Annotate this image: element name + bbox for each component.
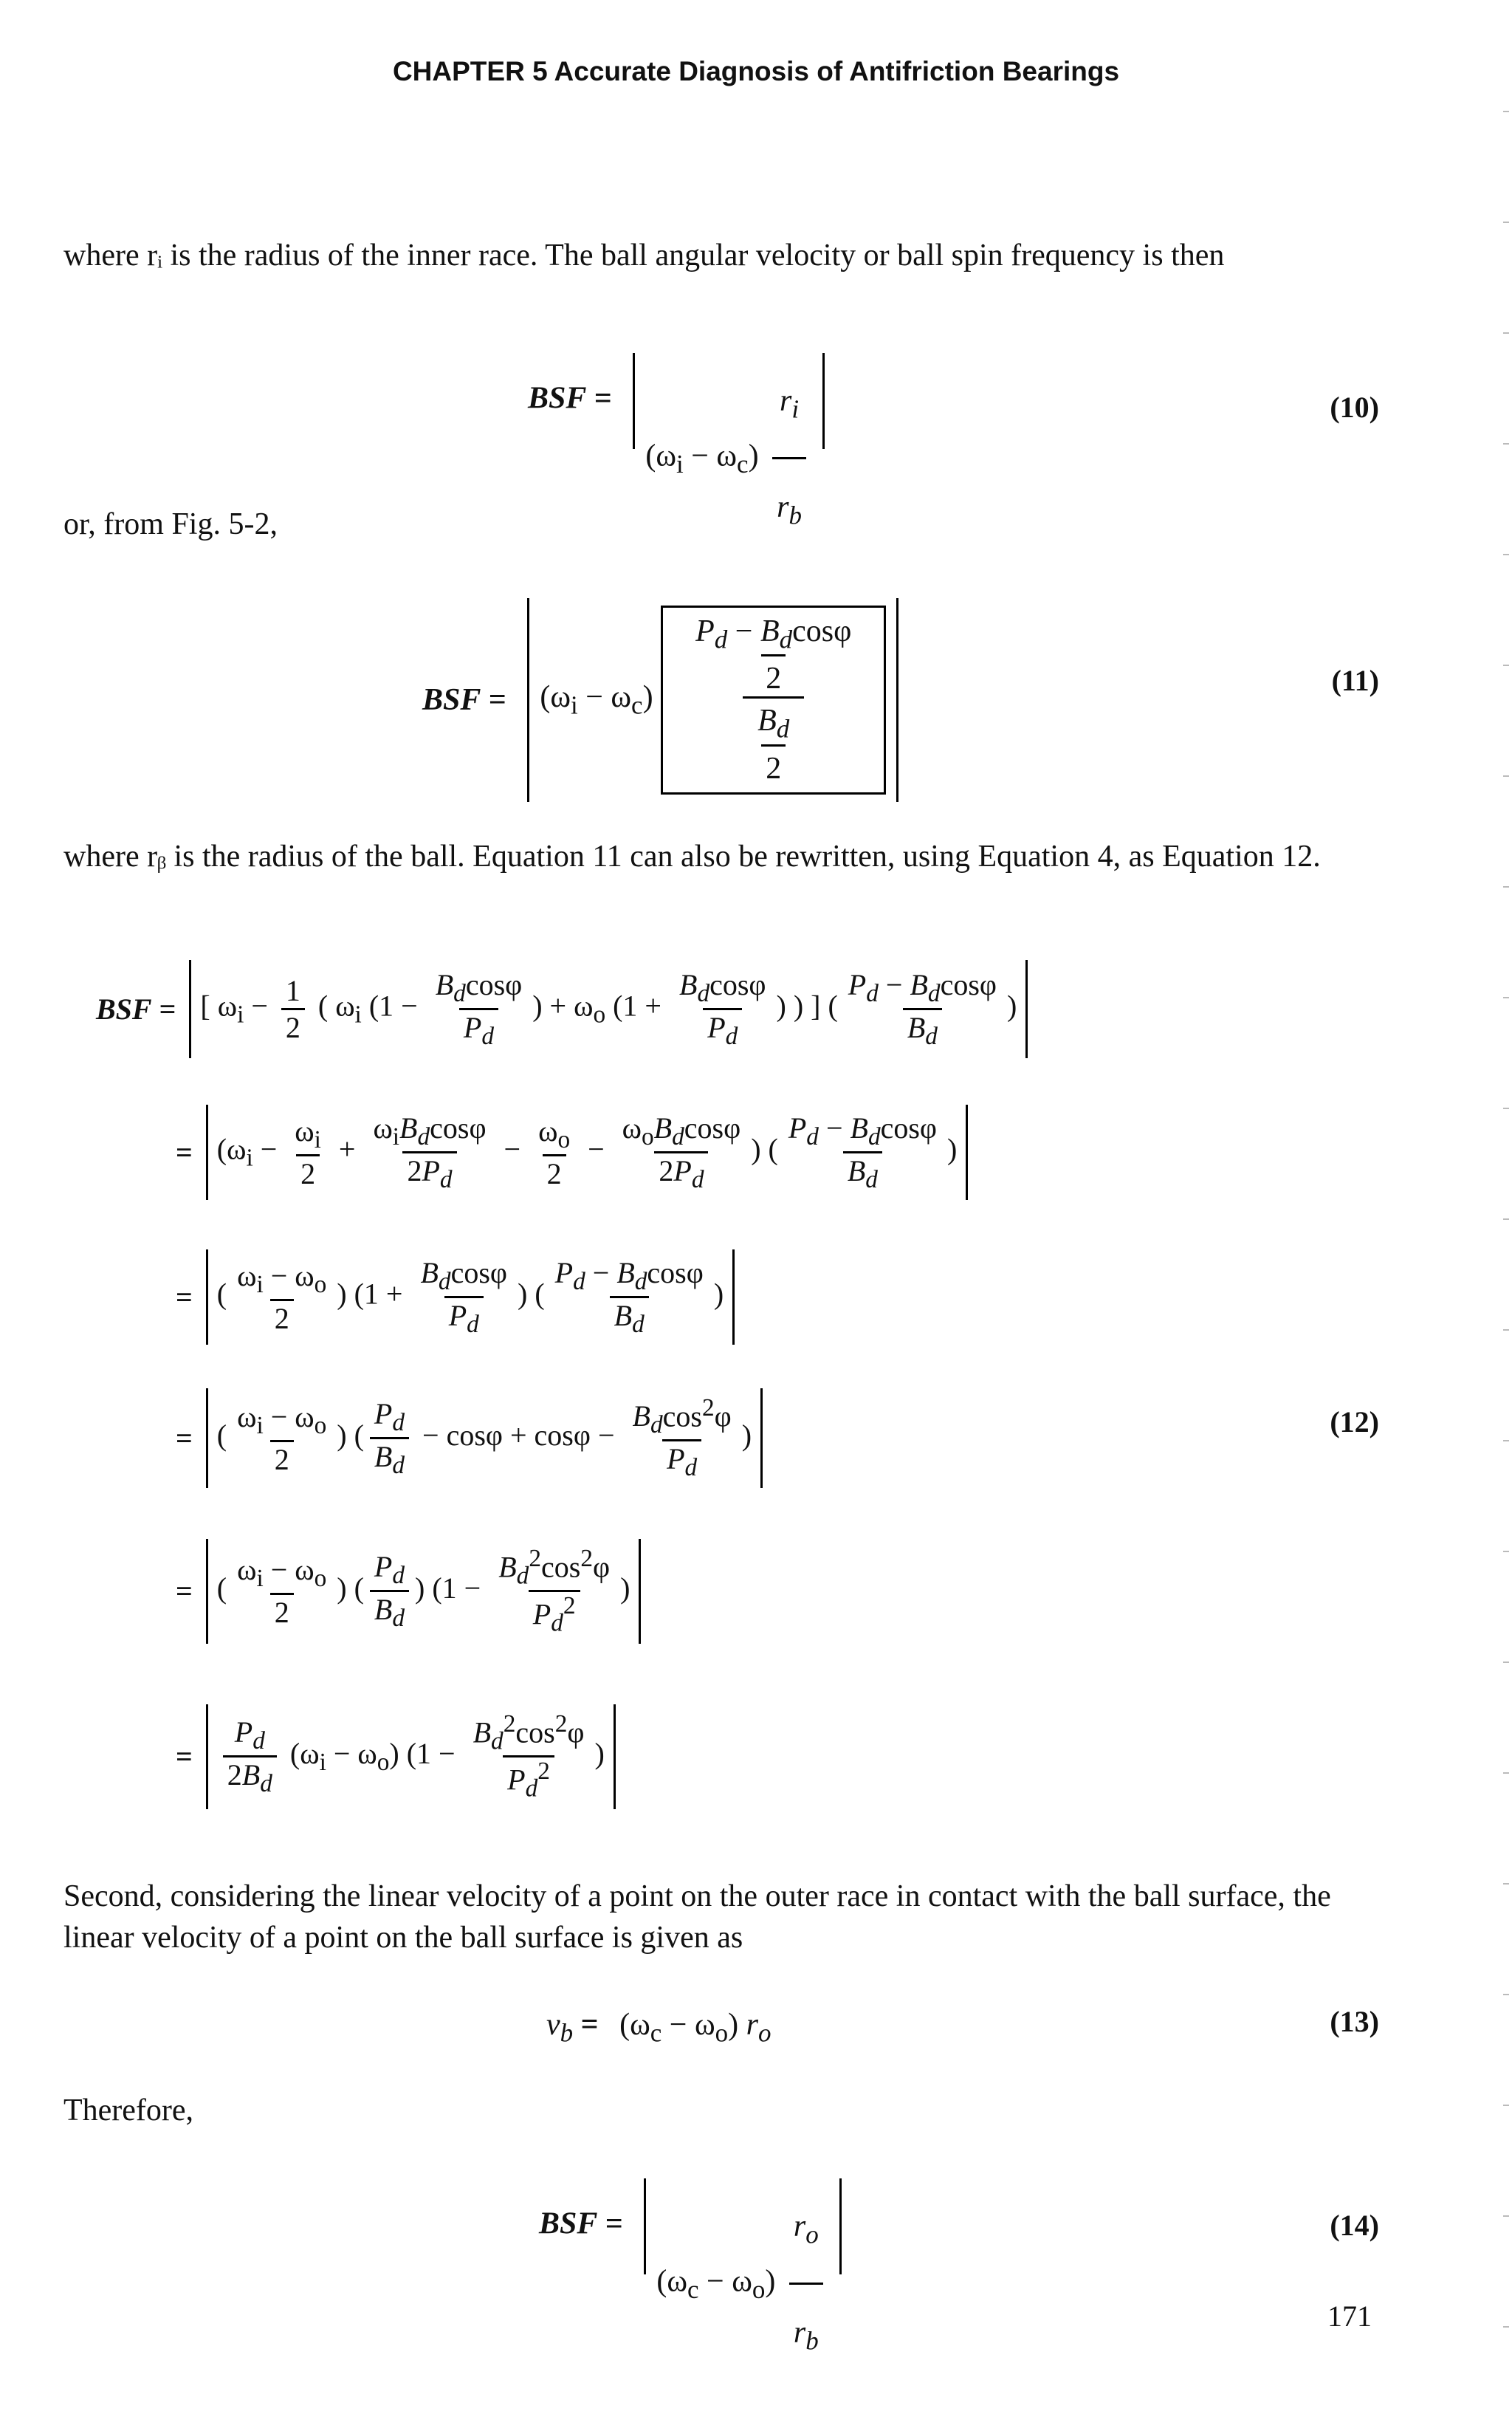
equation-14-number: (14) [1330,2209,1379,2242]
equation-13: $v_b = (\omega_c - \omega_o)$ $r_o$ [546,2008,772,2048]
equation-12-line-3: = ( $\frac{\omega_i - \omega_o}{2}$ ) (1 + $\frac{B_d\cos\varphi}{P_d}$ ) ( $\frac{P_d - B_d\cos\varphi}{B_d}$ ) [176,1249,735,1345]
equation-11: BSF = $(\omega_i - \omega_c)$ $\frac{\frac{P_d - B_d\cos\varphi}{2}}{\frac{B_d}{2}}$ [422,598,898,802]
equation-12-line-4: = ( $\frac{\omega_i - \omega_o}{2}$ ) ( $\frac{P_d}{B_d}$ − cosφ + cosφ − $\frac{B_d\cos^2\varphi}{P_d}$ ) [176,1388,763,1488]
paragraph-therefore: Therefore, [63,2093,194,2127]
equation-11-number: (11) [1331,664,1379,697]
equation-14: BSF = $(\omega_c - \omega_o)$ $\frac{r_o}{r_b}$ [539,2178,842,2274]
running-header: CHAPTER 5 Accurate Diagnosis of Antifriction Bearings [392,56,1120,86]
paragraph-inner-race: where rᵢ is the radius of the inner race. The ball angular velocity or ball spin frequency is then [63,239,1225,272]
equation-10-number: (10) [1330,391,1379,424]
equation-12-line-6: = $\frac{P_d}{2B_d}$ $(\omega_i - \omega_o) (1$ − $\frac{B_d^2\cos^2\varphi}{P_d^2}$ ) [176,1704,616,1809]
page-number: 171 [1327,2300,1372,2333]
paragraph-rewritten: where rᵦ is the radius of the ball. Equation 11 can also be rewritten, using Equation 4, as Equation 12. [63,840,1321,874]
equation-12-line-1: BSF = [ $\omega_i$ − $\frac{1}{2}$ ( $\omega_i$ (1 − $\frac{B_d\cos\varphi}{P_d}$ ) + $\omega_o$ (1 + $\frac{B_d\cos\varphi}{P_d}$ ) ) ] ( $\frac{P_d - B_d\cos\varphi}{B_d}$ ) [96,960,1028,1058]
equation-10: BSF = $(\omega_i - \omega_c)$ $\frac{r_i}{r_b}$ [528,353,825,449]
scan-margin-marks [1497,0,1512,2428]
equation-12-line-2: = ($\omega_i$ − $\frac{\omega_i}{2}$ + $\frac{\omega_iB_d\cos\varphi}{2P_d}$ − $\frac{\omega_o}{2}$ − $\frac{\omega_oB_d\cos\varphi}{2P_d}$ ) ( $\frac{P_d - B_d\cos\varphi}{B_d}$ ) [176,1105,968,1200]
equation-12-line-5: = ( $\frac{\omega_i - \omega_o}{2}$ ) ( $\frac{P_d}{B_d}$ ) (1 − $\frac{B_d^2\cos^2\varphi}{P_d^2}$ ) [176,1539,641,1644]
paragraph-linear-velocity: Second, considering the linear velocity of a point on the outer race in contact with the ball surface, the linear velocity of a point on the ball surface is given as [63,1879,1331,1955]
equation-12-number: (12) [1330,1405,1379,1438]
paragraph-from-fig: or, from Fig. 5-2, [63,507,278,541]
equation-13-number: (13) [1330,2005,1379,2038]
